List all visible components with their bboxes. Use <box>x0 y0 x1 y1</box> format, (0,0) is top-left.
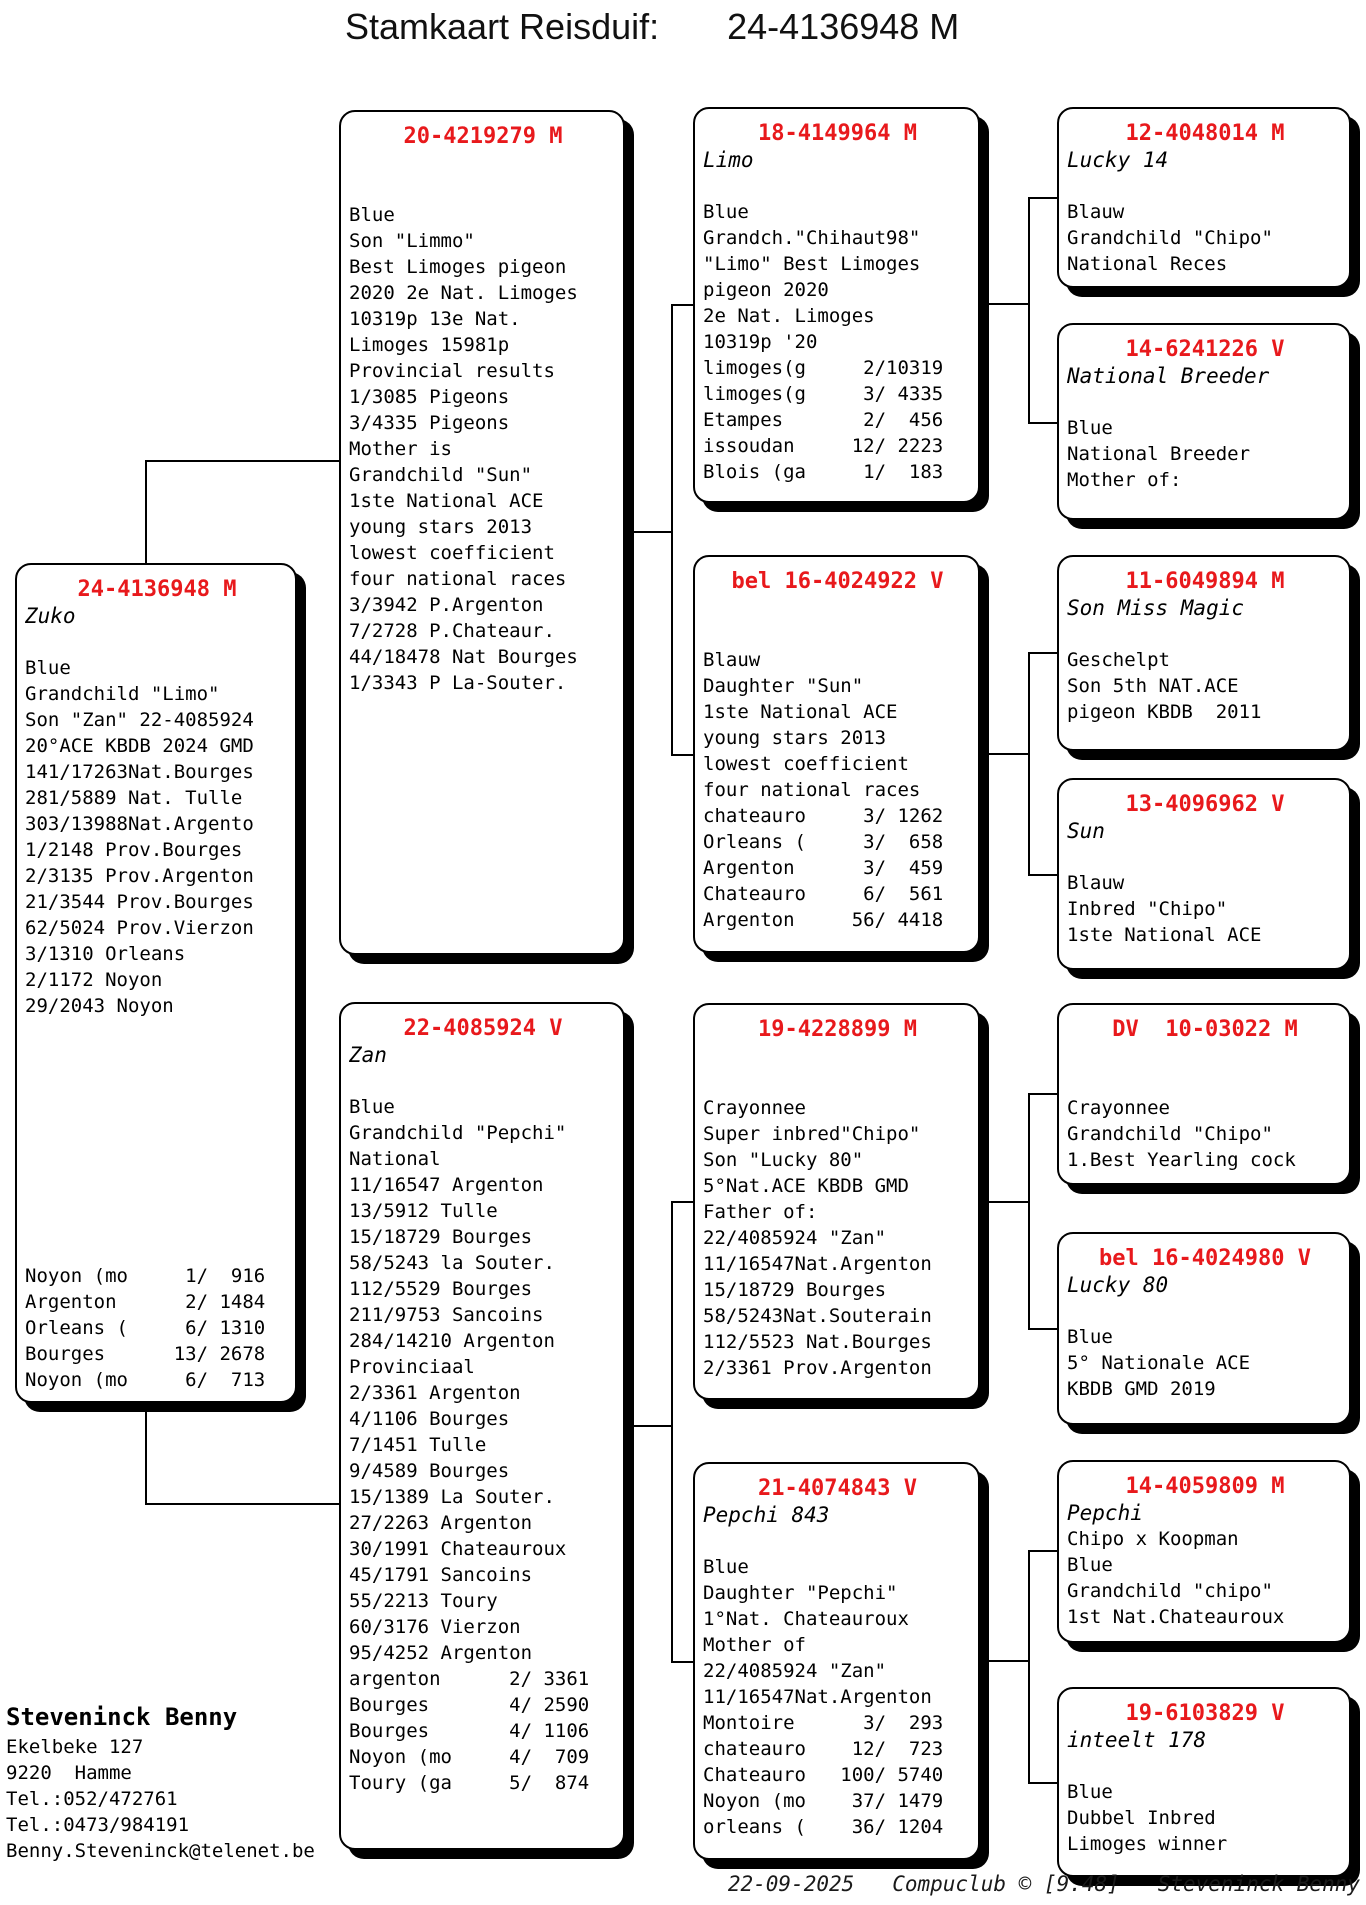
text-line: Grandchild "Chipo" <box>1067 1123 1273 1145</box>
connector-line <box>671 1661 693 1663</box>
text-line: Limoges winner <box>1067 1833 1228 1855</box>
text-line: 284/14210 Argenton <box>349 1330 555 1352</box>
connector-line <box>980 753 1030 755</box>
pedigree-box-g3-1 <box>1057 107 1351 288</box>
text-line: 1/2148 Prov.Bourges <box>25 839 243 861</box>
text-line: 281/5889 Nat. Tulle <box>25 787 243 809</box>
text-line: 55/2213 Toury <box>349 1590 498 1612</box>
pedigree-box-subject <box>15 563 297 1403</box>
pigeon-name: Lucky 80 <box>1067 1273 1169 1297</box>
ring-number: 14-4059809 M <box>1125 1474 1285 1499</box>
text-line: 30/1991 Chateauroux <box>349 1538 567 1560</box>
text-line: issoudan 12/ 2223 <box>703 435 944 457</box>
text-line: 2/3361 Argenton <box>349 1382 521 1404</box>
text-line: Argenton 56/ 4418 <box>703 909 944 931</box>
pedigree-box-g3-8 <box>1057 1687 1351 1877</box>
connector-line <box>671 304 673 756</box>
ring-number: 11-6049894 M <box>1125 569 1285 594</box>
pedigree-box-sire <box>339 110 625 955</box>
pigeon-description <box>703 1095 972 1381</box>
text-line: 3/3942 P.Argenton <box>349 594 544 616</box>
text-line: 211/9753 Sancoins <box>349 1304 544 1326</box>
connector-line <box>671 1201 693 1203</box>
pedigree-box-dam-sire <box>693 1003 980 1400</box>
text-line: Blue <box>1067 1554 1113 1576</box>
connector-line <box>1028 652 1057 654</box>
text-line: 45/1791 Sancoins <box>349 1564 533 1586</box>
text-line: 2020 2e Nat. Limoges <box>349 282 578 304</box>
text-line: Mother is <box>349 438 452 460</box>
pedigree-box-sire-dam <box>693 555 980 953</box>
text-line: 22/4085924 "Zan" <box>703 1227 887 1249</box>
pigeon-description <box>349 202 617 696</box>
pigeon-name <box>703 595 972 621</box>
pigeon-name: Son Miss Magic <box>1067 596 1245 620</box>
text-line: orleans ( 36/ 1204 <box>703 1816 944 1838</box>
text-line: 2/1172 Noyon <box>25 969 163 991</box>
ring-number: 24-4136948 M <box>77 577 237 602</box>
pigeon-description <box>25 655 289 1019</box>
ring-number: 18-4149964 M <box>758 121 917 146</box>
pigeon-description <box>1067 1095 1343 1173</box>
page-title-ring: 24-4136948 M <box>727 6 960 47</box>
pigeon-name: inteelt 178 <box>1067 1728 1207 1752</box>
text-line: National <box>349 1148 441 1170</box>
text-line: Best Limoges pigeon <box>349 256 567 278</box>
text-line: 9220 Hamme <box>6 1762 132 1784</box>
text-line: 9/4589 Bourges <box>349 1460 510 1482</box>
pigeon-name: National Breeder <box>1067 364 1270 388</box>
text-line: 1ste National ACE <box>1067 924 1262 946</box>
text-line: Blue <box>1067 1781 1113 1803</box>
text-line: 20°ACE KBDB 2024 GMD <box>25 735 254 757</box>
text-line: 11/16547 Argenton <box>349 1174 544 1196</box>
text-line: 1st Nat.Chateauroux <box>1067 1606 1285 1628</box>
ring-number: 19-4228899 M <box>758 1017 917 1042</box>
text-line: Son "Lucky 80" <box>703 1149 864 1171</box>
pigeon-description <box>1067 199 1343 277</box>
owner-block <box>6 1700 315 1864</box>
pedigree-box-dam-dam <box>693 1462 980 1860</box>
ring-number: bel 16-4024980 V <box>1099 1246 1311 1271</box>
text-line: "Limo" Best Limoges <box>703 253 921 275</box>
text-line: Limoges 15981p <box>349 334 510 356</box>
text-line: limoges(g 3/ 4335 <box>703 383 944 405</box>
connector-line <box>145 1401 147 1505</box>
text-line: pigeon KBDB 2011 <box>1067 701 1262 723</box>
pigeon-description <box>1067 415 1343 493</box>
connector-line <box>145 460 341 462</box>
text-line: 1°Nat. Chateauroux <box>703 1608 909 1630</box>
pigeon-name <box>703 1043 972 1069</box>
text-line: National Reces <box>1067 253 1228 275</box>
text-line: 112/5529 Bourges <box>349 1278 533 1300</box>
text-line: Orleans ( 3/ 658 <box>703 831 944 853</box>
text-line: 2/3135 Prov.Argenton <box>25 865 254 887</box>
text-line: Blauw <box>1067 872 1125 894</box>
text-line: Chipo x Koopman <box>1067 1528 1239 1550</box>
text-line: Crayonnee <box>1067 1097 1170 1119</box>
connector-line <box>671 1201 673 1663</box>
text-line: 62/5024 Prov.Vierzon <box>25 917 254 939</box>
text-line: 44/18478 Nat Bourges <box>349 646 578 668</box>
text-line: 60/3176 Vierzon <box>349 1616 521 1638</box>
text-line: Blauw <box>703 649 761 671</box>
text-line: Mother of <box>703 1634 806 1656</box>
owner-name: Steveninck Benny <box>6 1703 238 1731</box>
connector-line <box>1028 1328 1057 1330</box>
page-title-label: Stamkaart Reisduif: <box>345 6 660 47</box>
text-line: Noyon (mo 1/ 916 <box>25 1265 266 1287</box>
pigeon-description <box>1067 647 1343 725</box>
text-line: 1.Best Yearling cock <box>1067 1149 1296 1171</box>
text-line: Chateauro 100/ 5740 <box>703 1764 944 1786</box>
pedigree-box-g3-7 <box>1057 1460 1351 1643</box>
text-line: Ekelbeke 127 <box>6 1736 144 1758</box>
text-line: 58/5243Nat.Souterain <box>703 1305 932 1327</box>
pigeon-name: Zan <box>349 1043 387 1067</box>
connector-line <box>625 531 673 533</box>
ring-number: 21-4074843 V <box>758 1476 917 1501</box>
text-line: Argenton 2/ 1484 <box>25 1291 266 1313</box>
pigeon-description <box>1067 1526 1343 1630</box>
text-line: 5°Nat.ACE KBDB GMD <box>703 1175 909 1197</box>
text-line: Tel.:0473/984191 <box>6 1814 190 1836</box>
text-line: Noyon (mo 4/ 709 <box>349 1746 590 1768</box>
text-line: Son 5th NAT.ACE <box>1067 675 1239 697</box>
ring-number: bel 16-4024922 V <box>731 569 944 594</box>
connector-line <box>145 1503 341 1505</box>
text-line: Provincial results <box>349 360 555 382</box>
text-line: Father of: <box>703 1201 818 1223</box>
footer-software-credit: 22-09-2025 Compuclub © [9.48] Steveninck Benny <box>727 1872 1360 1896</box>
text-line: 1/3343 P La-Souter. <box>349 672 567 694</box>
connector-line <box>1028 197 1057 199</box>
text-line: Noyon (mo 6/ 713 <box>25 1369 266 1391</box>
text-line: lowest coefficient <box>349 542 555 564</box>
text-line: 11/16547Nat.Argenton <box>703 1253 932 1275</box>
text-line: chateauro 3/ 1262 <box>703 805 944 827</box>
pedigree-box-g3-6 <box>1057 1232 1351 1425</box>
text-line: 11/16547Nat.Argenton <box>703 1686 932 1708</box>
text-line: 141/17263Nat.Bourges <box>25 761 254 783</box>
text-line: Son "Limmo" <box>349 230 475 252</box>
text-line: Son "Zan" 22-4085924 <box>25 709 254 731</box>
pigeon-description <box>1067 870 1343 948</box>
pigeon-name <box>1067 1043 1343 1069</box>
text-line: young stars 2013 <box>349 516 533 538</box>
text-line: 112/5523 Nat.Bourges <box>703 1331 932 1353</box>
ring-number: 13-4096962 V <box>1125 792 1285 817</box>
race-results <box>703 1710 972 1840</box>
connector-line <box>1028 652 1030 876</box>
text-line: Blois (ga 1/ 183 <box>703 461 944 483</box>
connector-line <box>1028 874 1057 876</box>
pigeon-description <box>703 647 972 803</box>
ring-number: 19-6103829 V <box>1125 1701 1285 1726</box>
pedigree-box-sire-sire <box>693 107 980 503</box>
text-line: argenton 2/ 3361 <box>349 1668 590 1690</box>
text-line: 58/5243 la Souter. <box>349 1252 555 1274</box>
text-line: 10319p '20 <box>703 331 818 353</box>
text-line: 2e Nat. Limoges <box>703 305 875 327</box>
text-line: Mother of: <box>1067 469 1182 491</box>
pigeon-name: Lucky 14 <box>1067 148 1169 172</box>
pedigree-box-g3-5 <box>1057 1003 1351 1185</box>
race-results <box>703 803 972 933</box>
text-line: Grandchild "Sun" <box>349 464 533 486</box>
owner-address <box>6 1734 315 1864</box>
text-line: 4/1106 Bourges <box>349 1408 510 1430</box>
ring-number: 22-4085924 V <box>403 1016 563 1041</box>
text-line: Grandchild "Chipo" <box>1067 227 1273 249</box>
connector-line <box>980 1201 1030 1203</box>
pedigree-box-g3-4 <box>1057 778 1351 970</box>
pigeon-description <box>1067 1324 1343 1402</box>
text-line: Super inbred"Chipo" <box>703 1123 921 1145</box>
text-line: Montoire 3/ 293 <box>703 1712 944 1734</box>
ring-number: 12-4048014 M <box>1125 121 1285 146</box>
text-line: Geschelpt <box>1067 649 1170 671</box>
text-line: pigeon 2020 <box>703 279 829 301</box>
text-line: 2/3361 Prov.Argenton <box>703 1357 932 1379</box>
text-line: Benny.Steveninck@telenet.be <box>6 1840 315 1862</box>
text-line: 3/4335 Pigeons <box>349 412 510 434</box>
text-line: 10319p 13e Nat. <box>349 308 521 330</box>
text-line: Daughter "Pepchi" <box>703 1582 898 1604</box>
text-line: 15/1389 La Souter. <box>349 1486 555 1508</box>
pigeon-description <box>703 1554 972 1710</box>
text-line: 7/1451 Tulle <box>349 1434 487 1456</box>
text-line: Inbred "Chipo" <box>1067 898 1228 920</box>
ring-number: 14-6241226 V <box>1125 337 1285 362</box>
text-line: 1/3085 Pigeons <box>349 386 510 408</box>
pedigree-box-g3-3 <box>1057 555 1351 751</box>
text-line: Crayonnee <box>703 1097 806 1119</box>
connector-line <box>980 303 1030 305</box>
connector-line <box>1028 1550 1057 1552</box>
text-line: Blue <box>703 1556 749 1578</box>
text-line: Blue <box>703 201 749 223</box>
text-line: 27/2263 Argenton <box>349 1512 533 1534</box>
text-line: 303/13988Nat.Argento <box>25 813 254 835</box>
ring-number: 20-4219279 M <box>403 124 563 149</box>
pigeon-name: Pepchi 843 <box>703 1503 830 1527</box>
pedigree-box-g3-2 <box>1057 323 1351 520</box>
text-line: four national races <box>349 568 567 590</box>
text-line: Noyon (mo 37/ 1479 <box>703 1790 944 1812</box>
pigeon-name: Pepchi <box>1067 1501 1143 1525</box>
connector-line <box>1028 422 1057 424</box>
pigeon-description <box>349 1094 617 1666</box>
text-line: Blauw <box>1067 201 1125 223</box>
pigeon-name: Limo <box>703 148 754 172</box>
text-line: National Breeder <box>1067 443 1251 465</box>
text-line: Provinciaal <box>349 1356 475 1378</box>
text-line: 95/4252 Argenton <box>349 1642 533 1664</box>
text-line: Toury (ga 5/ 874 <box>349 1772 590 1794</box>
connector-line <box>625 1425 673 1427</box>
race-results <box>703 355 972 485</box>
connector-line <box>1028 1550 1030 1784</box>
text-line: chateauro 12/ 723 <box>703 1738 944 1760</box>
text-line: KBDB GMD 2019 <box>1067 1378 1216 1400</box>
text-line: Blue <box>25 657 71 679</box>
text-line: Grandch."Chihaut98" <box>703 227 921 249</box>
pigeon-name: Sun <box>1067 819 1105 843</box>
text-line: Bourges 13/ 2678 <box>25 1343 266 1365</box>
text-line: Grandchild "chipo" <box>1067 1580 1273 1602</box>
text-line: 15/18729 Bourges <box>703 1279 887 1301</box>
text-line: lowest coefficient <box>703 753 909 775</box>
text-line: Chateauro 6/ 561 <box>703 883 944 905</box>
text-line: 7/2728 P.Chateaur. <box>349 620 555 642</box>
connector-line <box>980 1660 1030 1662</box>
race-results <box>25 1263 289 1393</box>
text-line: 13/5912 Tulle <box>349 1200 498 1222</box>
text-line: 1ste National ACE <box>703 701 898 723</box>
text-line: Argenton 3/ 459 <box>703 857 944 879</box>
text-line: limoges(g 2/10319 <box>703 357 944 379</box>
text-line: Blue <box>349 1096 395 1118</box>
text-line: Bourges 4/ 1106 <box>349 1720 590 1742</box>
text-line: Etampes 2/ 456 <box>703 409 944 431</box>
connector-line <box>671 304 693 306</box>
text-line: Blue <box>349 204 395 226</box>
connector-line <box>671 754 693 756</box>
connector-line <box>1028 1093 1057 1095</box>
text-line: Tel.:052/472761 <box>6 1788 178 1810</box>
race-results <box>349 1666 617 1796</box>
text-line: 21/3544 Prov.Bourges <box>25 891 254 913</box>
text-line: Bourges 4/ 2590 <box>349 1694 590 1716</box>
pedigree-box-dam <box>339 1002 625 1850</box>
ring-number: DV 10-03022 M <box>1112 1017 1298 1042</box>
text-line: 29/2043 Noyon <box>25 995 174 1017</box>
text-line: 5° Nationale ACE <box>1067 1352 1251 1374</box>
pigeon-description <box>1067 1779 1343 1857</box>
text-line: Grandchild "Limo" <box>25 683 220 705</box>
connector-line <box>1028 1782 1057 1784</box>
connector-line <box>1028 197 1030 424</box>
text-line: Blue <box>1067 1326 1113 1348</box>
text-line: Blue <box>1067 417 1113 439</box>
text-line: 3/1310 Orleans <box>25 943 186 965</box>
pigeon-name <box>349 150 617 176</box>
connector-line <box>145 460 147 565</box>
page-title <box>345 6 959 48</box>
text-line: Dubbel Inbred <box>1067 1807 1216 1829</box>
pigeon-description <box>703 199 972 355</box>
connector-line <box>1028 1093 1030 1330</box>
text-line: 22/4085924 "Zan" <box>703 1660 887 1682</box>
text-line: Daughter "Sun" <box>703 675 864 697</box>
text-line: young stars 2013 <box>703 727 887 749</box>
text-line: 1ste National ACE <box>349 490 544 512</box>
text-line: 15/18729 Bourges <box>349 1226 533 1248</box>
text-line: Grandchild "Pepchi" <box>349 1122 567 1144</box>
text-line: four national races <box>703 779 921 801</box>
pigeon-name: Zuko <box>25 604 76 628</box>
text-line: Orleans ( 6/ 1310 <box>25 1317 266 1339</box>
